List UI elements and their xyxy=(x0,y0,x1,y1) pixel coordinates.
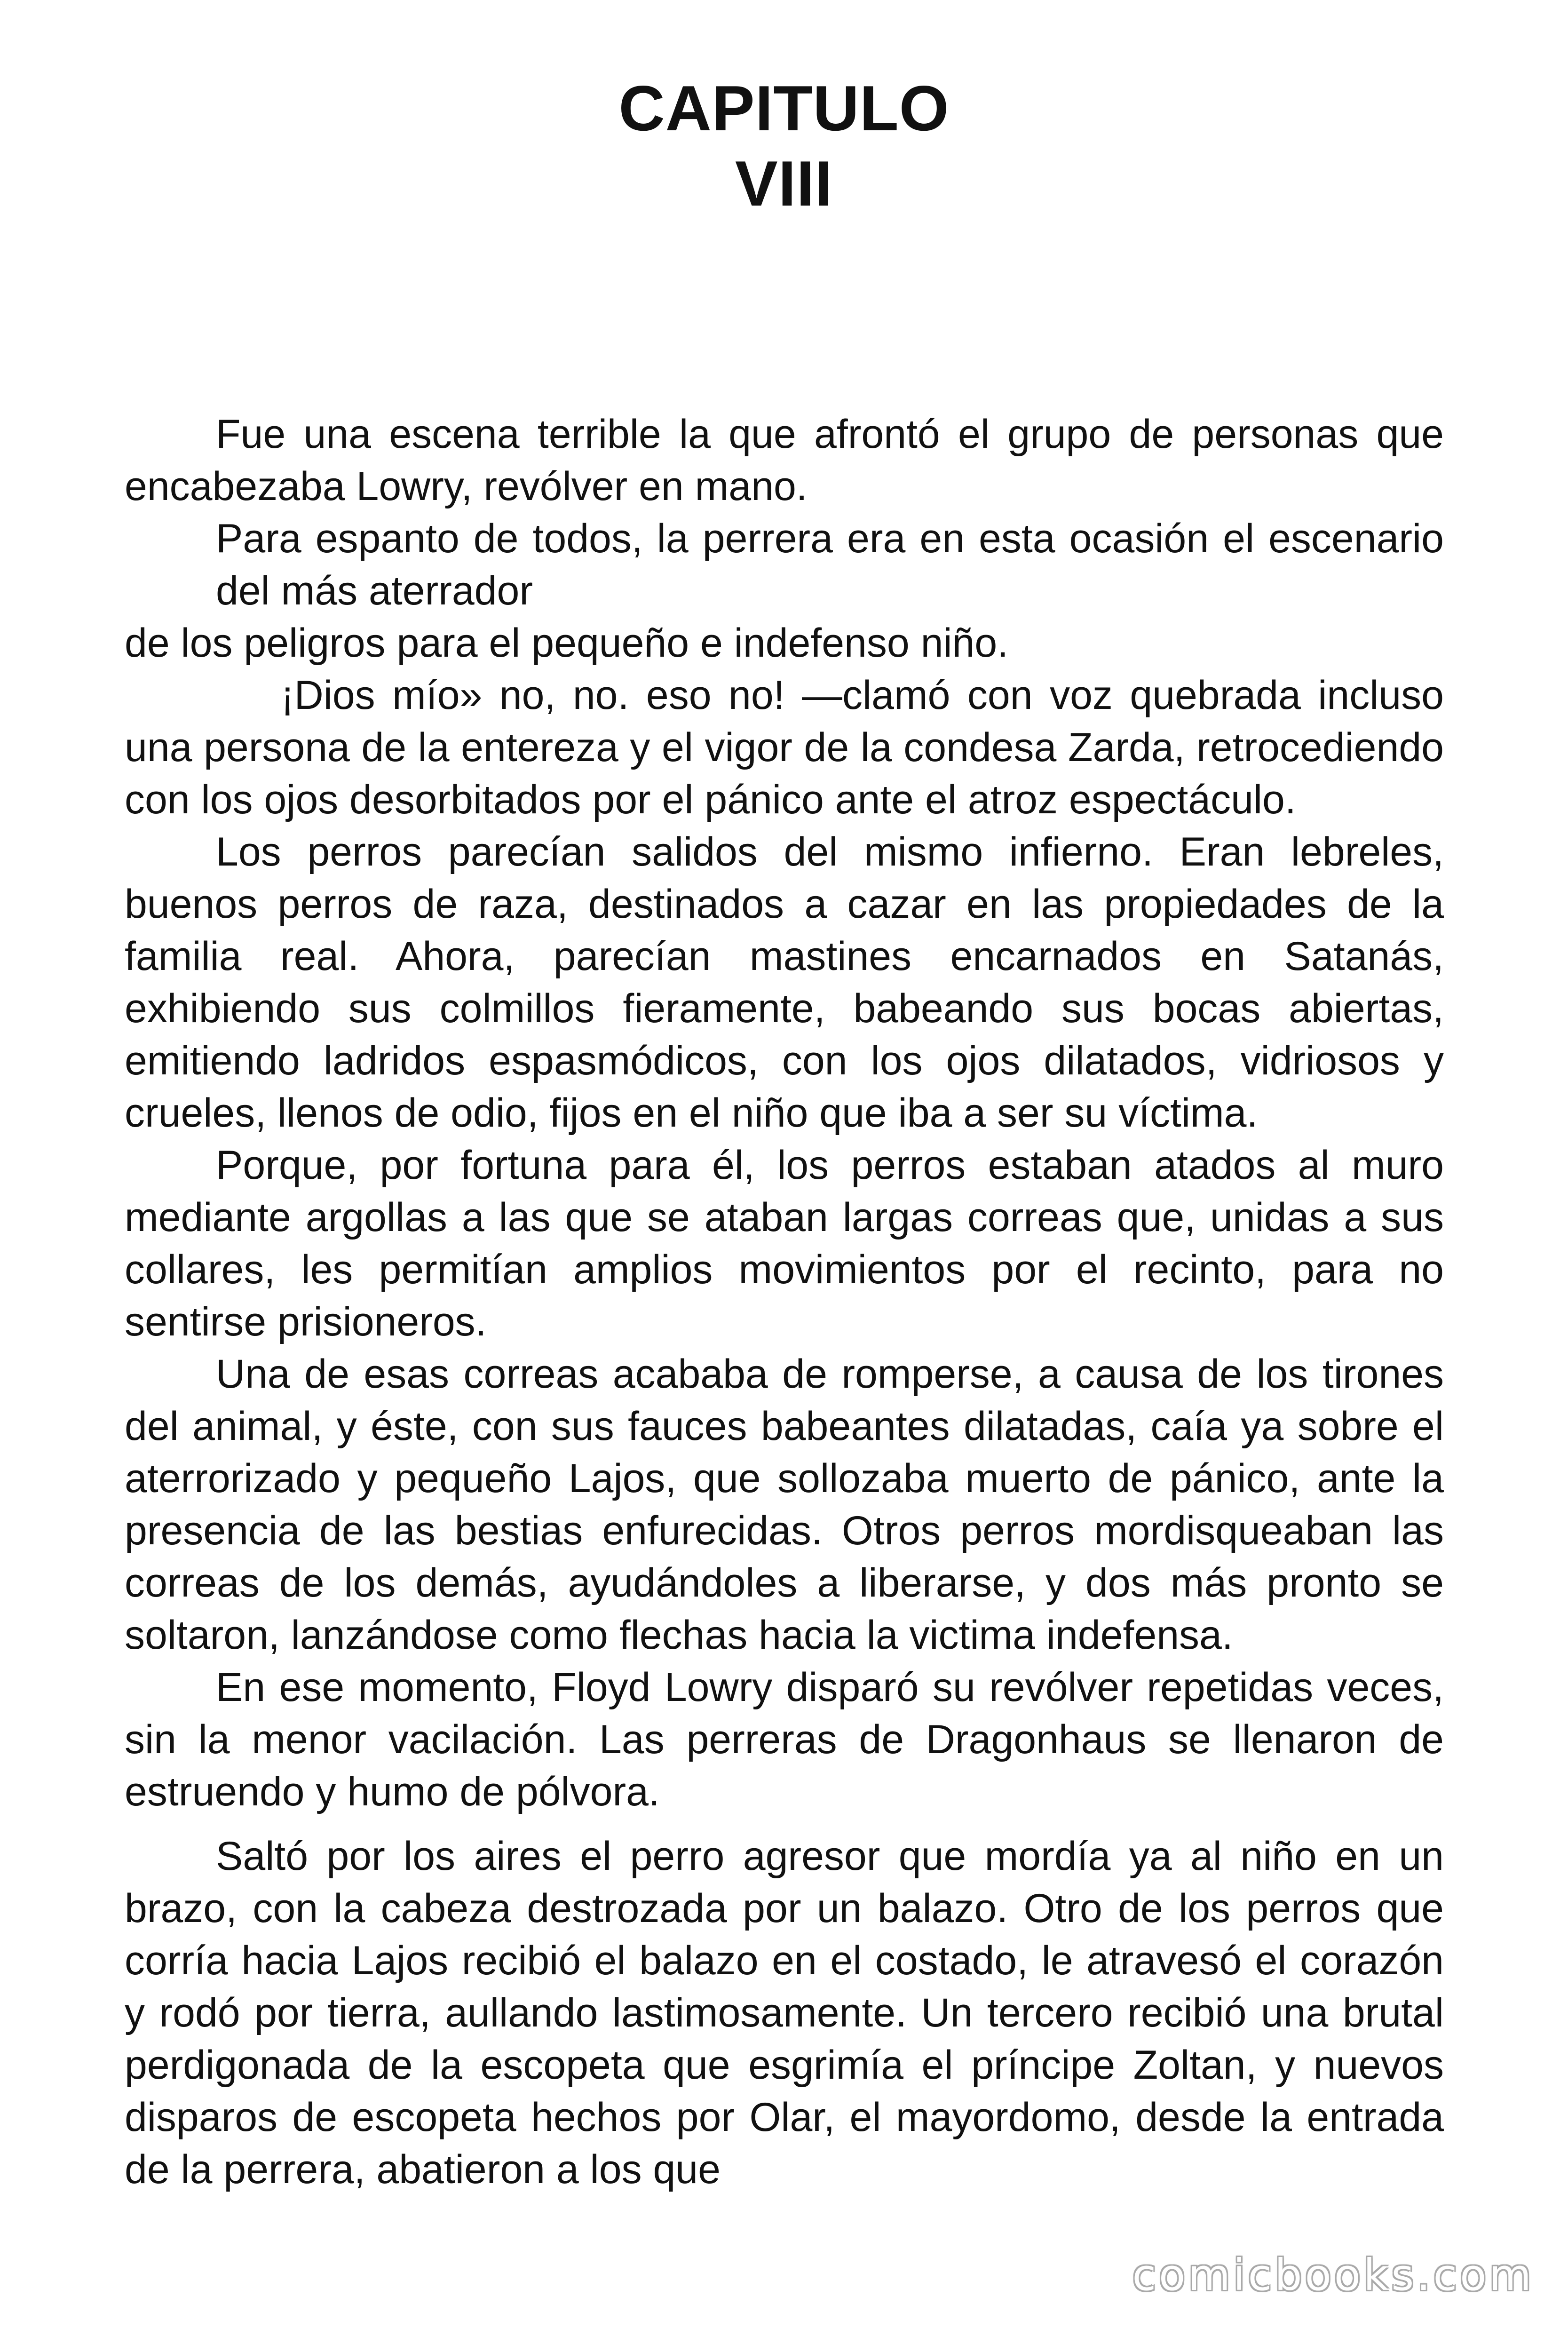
chapter-label: CAPITULO xyxy=(618,72,950,144)
watermark-logo: comicbooks.com xyxy=(1132,2250,1534,2300)
paragraph: Una de esas correas acababa de romperse, a causa de los tirones del animal, y éste, con sus fauces babeantes dilatadas, caía ya sobre el aterrorizado y pequeño Lajos, que sollozaba muerto de pánico, ante la presencia de las bestias enfurecidas. Otros perros mordisqueaban las correas de los demás, ayudándoles a liberarse, y dos más pronto se soltaron, lanzándose como flechas hacia la victima indefensa. xyxy=(125,1351,1444,1658)
paragraph: Para espanto de todos, la perrera era en esta ocasión el escenario del más aterrador xyxy=(216,516,1444,613)
chapter-body xyxy=(125,408,1444,2196)
paragraph: Fue una escena terrible la que afrontó el grupo de personas que encabezaba Lowry, revólver en mano. xyxy=(125,412,1444,509)
paragraph: Saltó por los aires el perro agresor que mordía ya al niño en un brazo, con la cabeza destrozada por un balazo. Otro de los perros que corría hacia Lajos recibió el balazo en el costado, le atravesó el corazón y rodó por tierra, aullando lastimosamente. Un tercero recibió una brutal perdigonada de la escopeta que esgrimía el príncipe Zoltan, y nuevos disparos de escopeta hechos por Olar, el mayordomo, desde la entrada de la perrera, abatieron a los que xyxy=(125,1834,1444,2192)
paragraph: En ese momento, Floyd Lowry disparó su revólver repetidas veces, sin la menor vacilación. Las perreras de Dragonhaus se llenaron de estruendo y humo de pólvora. xyxy=(125,1665,1444,1814)
paragraph: Los perros parecían salidos del mismo infierno. Eran lebreles, buenos perros de raza, destinados a cazar en las propiedades de la familia real. Ahora, parecían mastines encarnados en Satanás, exhibiendo sus colmillos fieramente, babeando sus bocas abiertas, emitiendo ladridos espasmódicos, con los ojos dilatados, vidriosos y crueles, llenos de odio, fijos en el niño que iba a ser su víctima. xyxy=(125,829,1444,1136)
chapter-heading xyxy=(0,71,1568,221)
paragraph: Porque, por fortuna para él, los perros estaban atados al muro mediante argollas a las que se ataban largas correas que, unidas a sus collares, les permitían amplios movimientos por el recinto, para no sentirse prisioneros. xyxy=(125,1143,1444,1344)
chapter-number: VIII xyxy=(735,148,833,219)
paragraph: ¡Dios mío» no, no. eso no! —clamó con voz quebrada incluso una persona de la entereza y el vigor de la condesa Zarda, retrocediendo con los ojos desorbitados por el pánico ante el atroz espectáculo. xyxy=(125,673,1444,822)
paragraph: de los peligros para el pequeño e indefenso niño. xyxy=(125,620,1009,666)
